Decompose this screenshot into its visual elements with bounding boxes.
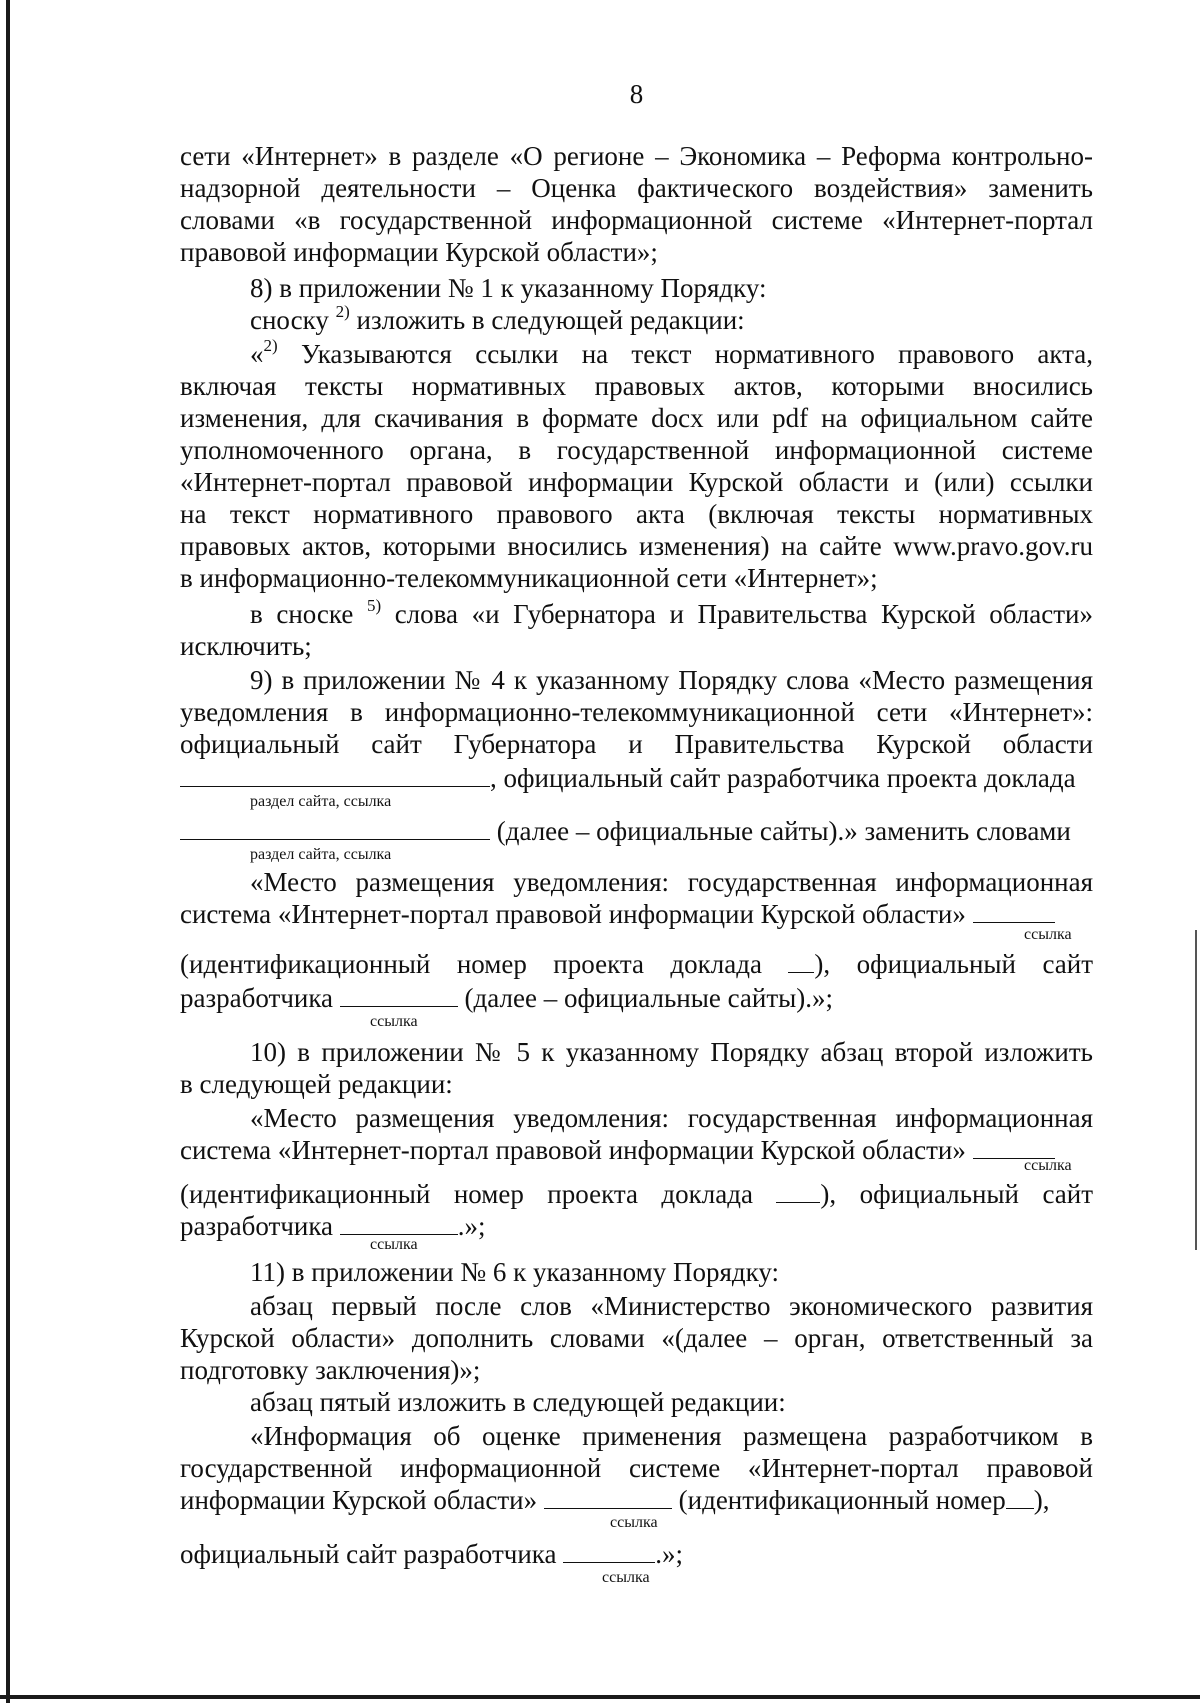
text-line: разработчика (далее – официальные сайты).»; [180, 983, 834, 1013]
blank-line [788, 950, 814, 973]
text-line: 9) в приложении № 4 к указанному Порядку слова «Место размещения [250, 665, 1093, 695]
text-line: «Информация об оценке применения размещена разработчиком в [250, 1421, 1093, 1451]
text-line: уведомления в информационно-телекоммуникационной сети «Интернет»: [180, 697, 1093, 727]
text-line: «Место размещения уведомления: государственная информационная [250, 1103, 1093, 1133]
field-caption: ссылка [370, 1013, 418, 1030]
text-line: словами «в государственной информационной системе «Интернет-портал [180, 205, 1093, 235]
text-line: в сноске $^{5)}$ слова «и Губернатора и Правительства Курской области» [250, 596, 1093, 629]
text-line: система «Интернет-портал правовой информации Курской области» [180, 898, 1093, 930]
field-caption: ссылка [370, 1236, 418, 1253]
blank-line [1006, 1486, 1034, 1509]
text-line: подготовку заключения)»; [180, 1355, 481, 1385]
blank-line [544, 1486, 672, 1509]
blank-line [776, 1180, 820, 1203]
field-caption: ссылка [1024, 1157, 1072, 1174]
field-caption: ссылка [610, 1514, 658, 1531]
page-number: 8 [629, 79, 644, 109]
text-line: (идентификационный номер проекта доклада ), официальный сайт [180, 949, 1093, 979]
field-caption: раздел сайта, ссылка [250, 793, 392, 810]
text-line: , официальный сайт разработчика проекта доклада [180, 762, 1093, 794]
text-line: «$^{2)}$ Указываются ссылки на текст нормативного правового акта, [250, 336, 1093, 369]
text-line: правовой информации Курской области»; [180, 237, 658, 267]
text-line: официальный сайт Губернатора и Правительства Курской области [180, 729, 1093, 759]
text-line: 8) в приложении № 1 к указанному Порядку: [250, 273, 767, 303]
text-line: на текст нормативного правового акта (включая тексты нормативных [180, 499, 1093, 529]
blank-line [180, 817, 490, 840]
scan-left-edge [6, 0, 10, 1703]
text-line: исключить; [180, 631, 312, 661]
text-line: абзац пятый изложить в следующей редакции: [250, 1387, 786, 1417]
field-caption: ссылка [1024, 926, 1072, 943]
text-line: система «Интернет-портал правовой информации Курской области» [180, 1134, 1093, 1166]
text-line: сети «Интернет» в разделе «О регионе – Экономика – Реформа контрольно- [180, 141, 1093, 171]
text-line: сноску $^{2)}$ изложить в следующей редакции: [250, 302, 745, 335]
blank-line [180, 764, 490, 787]
text-line: (далее – официальные сайты).» заменить словами [180, 815, 1093, 847]
text-line: уполномоченного органа, в государственной информационной системе [180, 435, 1093, 465]
text-line: в информационно-телекоммуникационной сети «Интернет»; [180, 563, 878, 593]
text-line: 11) в приложении № 6 к указанному Порядку: [250, 1257, 780, 1287]
blank-line [563, 1540, 655, 1563]
text-line: 10) в приложении № 5 к указанному Порядку абзац второй изложить [250, 1037, 1093, 1067]
field-caption: ссылка [602, 1569, 650, 1586]
scan-right-edge [1195, 930, 1197, 1250]
text-line: правовых актов, которыми вносились изменения) на сайте www.pravo.gov.ru [180, 531, 1093, 561]
text-line: (идентификационный номер проекта доклада ), официальный сайт [180, 1179, 1093, 1209]
scan-bottom-edge [0, 1695, 1200, 1699]
text-line: «Место размещения уведомления: государственная информационная [250, 867, 1093, 897]
blank-line [973, 1136, 1055, 1159]
text-line: Курской области» дополнить словами «(далее – орган, ответственный за [180, 1323, 1093, 1353]
text-line: абзац первый после слов «Министерство экономического развития [250, 1291, 1093, 1321]
blank-line [340, 1212, 458, 1235]
text-line: надзорной деятельности – Оценка фактического воздействия» заменить [180, 173, 1093, 203]
blank-line [340, 984, 458, 1007]
text-line: «Интернет-портал правовой информации Курской области и (или) ссылки [180, 467, 1093, 497]
text-line: государственной информационной системе «Интернет-портал правовой [180, 1453, 1093, 1483]
text-line: в следующей редакции: [180, 1069, 453, 1099]
text-line: информации Курской области» (идентификационный номер ), [180, 1485, 1050, 1515]
text-line: включая тексты нормативных правовых актов, которыми вносились [180, 371, 1093, 401]
field-caption: раздел сайта, ссылка [250, 846, 392, 863]
text-line: официальный сайт разработчика .»; [180, 1539, 683, 1569]
blank-line [973, 900, 1055, 923]
text-line: изменения, для скачивания в формате docx или pdf на официальном сайте [180, 403, 1093, 433]
text-line: разработчика .»; [180, 1211, 486, 1241]
